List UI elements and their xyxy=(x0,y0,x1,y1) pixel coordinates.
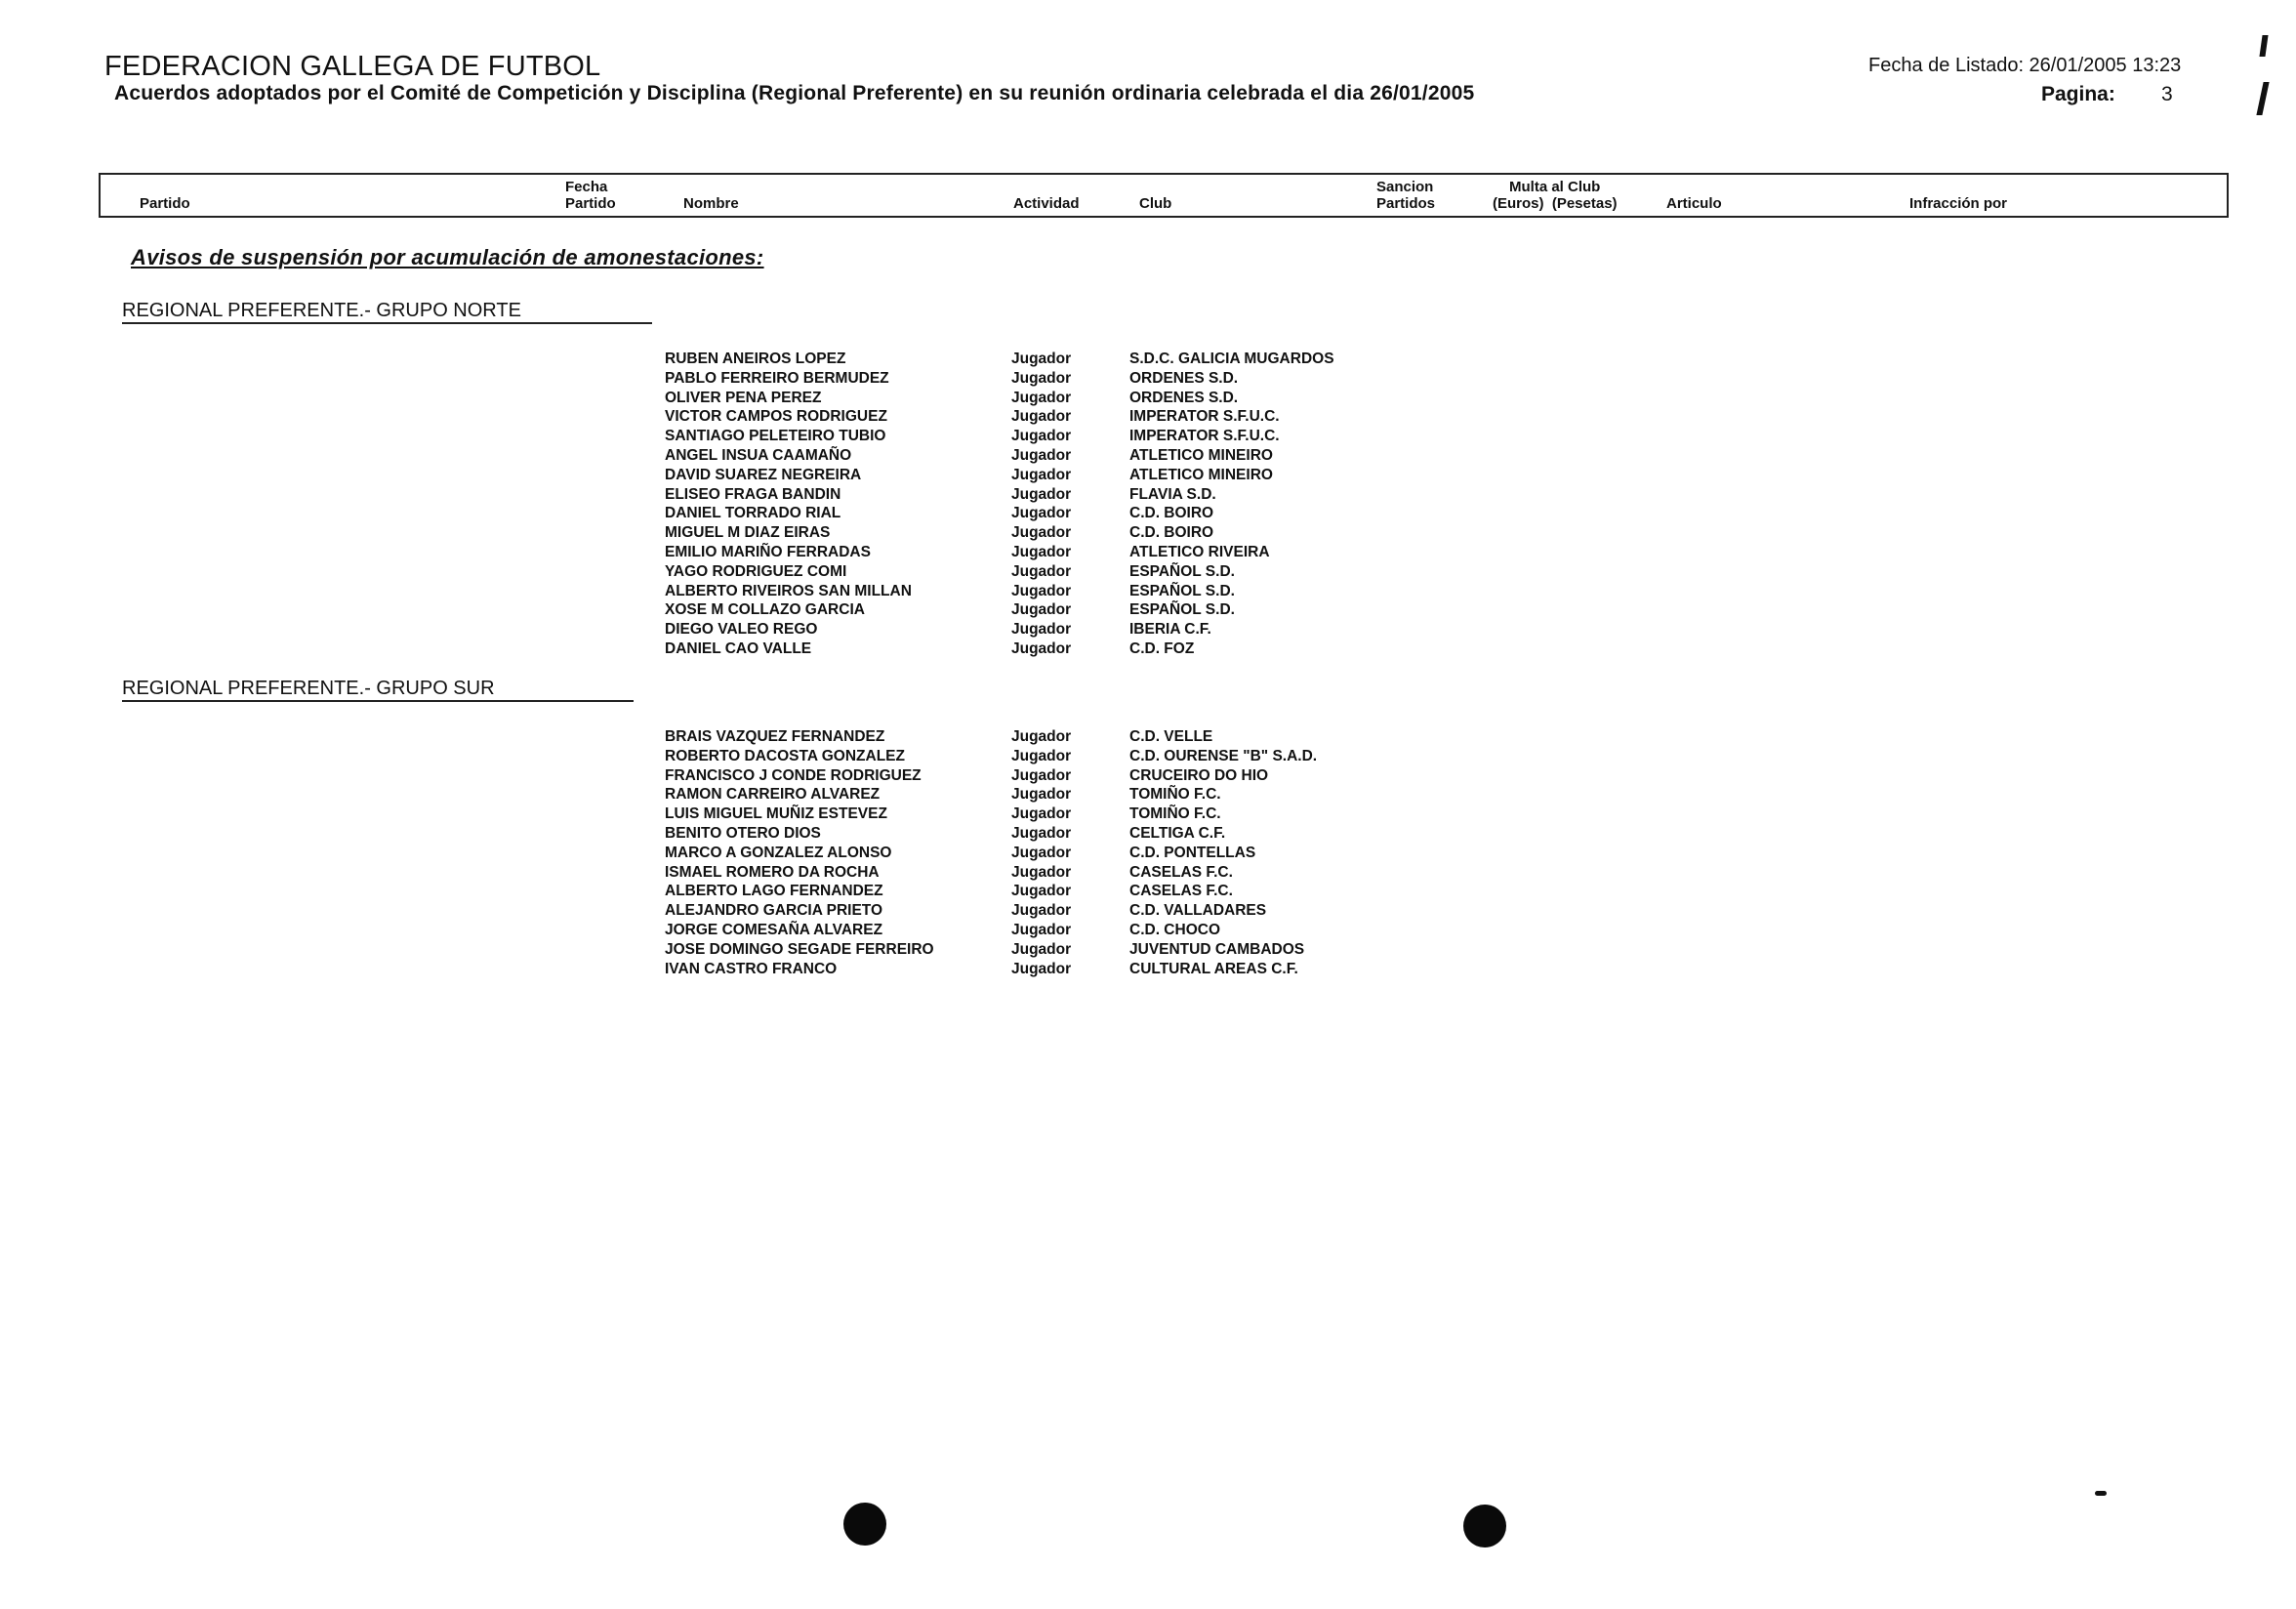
punch-hole-right xyxy=(1463,1505,1506,1547)
player-name: LUIS MIGUEL MUÑIZ ESTEVEZ xyxy=(665,805,887,823)
group-heading-norte xyxy=(122,300,652,324)
player-club: S.D.C. GALICIA MUGARDOS xyxy=(1129,351,1334,367)
player-club: C.D. VALLADARES xyxy=(1129,902,1267,920)
page-label: Pagina: xyxy=(2041,83,2115,105)
player-club: C.D. VELLE xyxy=(1129,728,1213,745)
col-club: Club xyxy=(1139,195,1172,212)
player-activity: Jugador xyxy=(1011,389,1072,406)
player-club: C.D. FOZ xyxy=(1129,639,1195,657)
player-activity: Jugador xyxy=(1011,728,1072,745)
col-nombre: Nombre xyxy=(683,195,739,212)
player-name: ELISEO FRAGA BANDIN xyxy=(665,485,841,503)
player-name: MIGUEL M DIAZ EIRAS xyxy=(665,524,831,542)
col-actividad: Actividad xyxy=(1013,195,1080,212)
group-heading-sur xyxy=(122,678,634,702)
player-activity: Jugador xyxy=(1011,466,1072,483)
player-name: ISMAEL ROMERO DA ROCHA xyxy=(665,863,880,881)
player-club: C.D. PONTELLAS xyxy=(1129,844,1256,861)
player-activity: Jugador xyxy=(1011,747,1072,764)
player-activity: Jugador xyxy=(1011,960,1072,977)
player-activity: Jugador xyxy=(1011,601,1072,619)
player-activity: Jugador xyxy=(1011,562,1072,580)
player-name: VICTOR CAMPOS RODRIGUEZ xyxy=(665,408,887,426)
player-name: MARCO A GONZALEZ ALONSO xyxy=(665,844,892,861)
player-name: RUBEN ANEIROS LOPEZ xyxy=(665,351,846,367)
player-club: CELTIGA C.F. xyxy=(1129,824,1226,842)
section-title: Avisos de suspensión por acumulación de amonestaciones: xyxy=(131,245,764,269)
col-sancion-top: Sancion xyxy=(1376,179,1434,195)
col-infraccion: Infracción por xyxy=(1909,195,2008,212)
player-club: TOMIÑO F.C. xyxy=(1129,786,1221,804)
player-activity: Jugador xyxy=(1011,408,1072,426)
col-multa-top: Multa al Club xyxy=(1509,179,1601,195)
player-club: ORDENES S.D. xyxy=(1129,389,1239,406)
scan-mark-middle xyxy=(2256,82,2269,115)
player-activity: Jugador xyxy=(1011,351,1072,367)
player-activity: Jugador xyxy=(1011,582,1072,599)
player-club: ATLETICO MINEIRO xyxy=(1129,466,1273,483)
listing-date: Fecha de Listado: 26/01/2005 13:23 xyxy=(1868,55,2182,76)
player-activity: Jugador xyxy=(1011,621,1072,639)
player-club: CASELAS F.C. xyxy=(1129,863,1233,881)
player-club: CULTURAL AREAS C.F. xyxy=(1129,960,1298,977)
player-club: ATLETICO MINEIRO xyxy=(1129,446,1273,464)
player-name: PABLO FERREIRO BERMUDEZ xyxy=(665,369,889,387)
col-articulo: Articulo xyxy=(1666,195,1722,212)
player-name: ROBERTO DACOSTA GONZALEZ xyxy=(665,747,905,764)
player-club: C.D. BOIRO xyxy=(1129,524,1214,542)
player-activity: Jugador xyxy=(1011,805,1072,823)
player-club: IMPERATOR S.F.U.C. xyxy=(1129,408,1280,426)
player-name: ALBERTO LAGO FERNANDEZ xyxy=(665,883,883,900)
player-club: ESPAÑOL S.D. xyxy=(1129,601,1235,619)
scan-speck xyxy=(2095,1491,2107,1496)
player-club: ORDENES S.D. xyxy=(1129,369,1239,387)
player-club: ESPAÑOL S.D. xyxy=(1129,562,1235,580)
player-activity: Jugador xyxy=(1011,824,1072,842)
player-name: ALEJANDRO GARCIA PRIETO xyxy=(665,902,883,920)
scan-mark-top xyxy=(2259,35,2268,57)
player-name: BENITO OTERO DIOS xyxy=(665,824,821,842)
player-name: SANTIAGO PELETEIRO TUBIO xyxy=(665,428,886,445)
player-club: IBERIA C.F. xyxy=(1129,621,1211,639)
group-heading-label: REGIONAL PREFERENTE.- GRUPO NORTE xyxy=(122,300,521,321)
player-name: YAGO RODRIGUEZ COMI xyxy=(665,562,847,580)
col-fecha-top: Fecha xyxy=(565,179,608,195)
player-activity: Jugador xyxy=(1011,369,1072,387)
player-activity: Jugador xyxy=(1011,786,1072,804)
player-activity: Jugador xyxy=(1011,883,1072,900)
player-activity: Jugador xyxy=(1011,505,1072,522)
col-fecha-bottom: Partido xyxy=(565,195,616,212)
player-club: C.D. BOIRO xyxy=(1129,505,1214,522)
player-activity: Jugador xyxy=(1011,902,1072,920)
player-activity: Jugador xyxy=(1011,844,1072,861)
player-club: CASELAS F.C. xyxy=(1129,883,1233,900)
group-heading-label: REGIONAL PREFERENTE.- GRUPO SUR xyxy=(122,678,495,699)
player-club: ATLETICO RIVEIRA xyxy=(1129,543,1270,560)
document-subtitle: Acuerdos adoptados por el Comité de Competición y Disciplina (Regional Preferente) en su reunión ordinaria celebrada el dia 26/01/2005 xyxy=(114,82,1475,104)
col-partido: Partido xyxy=(140,195,190,212)
player-name: RAMON CARREIRO ALVAREZ xyxy=(665,786,881,804)
player-club: JUVENTUD CAMBADOS xyxy=(1129,940,1305,958)
player-activity: Jugador xyxy=(1011,639,1072,657)
player-activity: Jugador xyxy=(1011,940,1072,958)
col-multa-bottom: (Euros) (Pesetas) xyxy=(1493,195,1618,212)
player-club: TOMIÑO F.C. xyxy=(1129,805,1221,823)
player-name: ALBERTO RIVEIROS SAN MILLAN xyxy=(665,582,912,599)
player-activity: Jugador xyxy=(1011,863,1072,881)
player-name: EMILIO MARIÑO FERRADAS xyxy=(665,543,871,560)
player-name: ANGEL INSUA CAAMAÑO xyxy=(665,446,852,464)
organization-title: FEDERACION GALLEGA DE FUTBOL xyxy=(104,51,601,82)
player-activity: Jugador xyxy=(1011,524,1072,542)
player-name: FRANCISCO J CONDE RODRIGUEZ xyxy=(665,766,922,784)
player-name: OLIVER PENA PEREZ xyxy=(665,389,822,406)
player-name: DIEGO VALEO REGO xyxy=(665,621,818,639)
player-name: IVAN CASTRO FRANCO xyxy=(665,960,838,977)
page-number: 3 xyxy=(2161,83,2173,105)
player-club: ESPAÑOL S.D. xyxy=(1129,582,1235,599)
player-activity: Jugador xyxy=(1011,446,1072,464)
player-name: JOSE DOMINGO SEGADE FERREIRO xyxy=(665,940,934,958)
player-name: BRAIS VAZQUEZ FERNANDEZ xyxy=(665,728,885,745)
player-activity: Jugador xyxy=(1011,543,1072,560)
punch-hole-left xyxy=(843,1503,886,1546)
player-club: C.D. OURENSE "B" S.A.D. xyxy=(1129,747,1318,764)
player-activity: Jugador xyxy=(1011,485,1072,503)
player-club: C.D. CHOCO xyxy=(1129,921,1220,938)
player-name: DANIEL TORRADO RIAL xyxy=(665,505,841,522)
player-activity: Jugador xyxy=(1011,428,1072,445)
player-club: FLAVIA S.D. xyxy=(1129,485,1216,503)
player-activity: Jugador xyxy=(1011,921,1072,938)
col-sancion-bottom: Partidos xyxy=(1376,195,1436,212)
player-club: IMPERATOR S.F.U.C. xyxy=(1129,428,1280,445)
player-club: CRUCEIRO DO HIO xyxy=(1129,766,1269,784)
player-name: DAVID SUAREZ NEGREIRA xyxy=(665,466,862,483)
column-header-bar xyxy=(99,173,2229,218)
player-name: XOSE M COLLAZO GARCIA xyxy=(665,601,865,619)
player-name: JORGE COMESAÑA ALVAREZ xyxy=(665,921,883,938)
player-name: DANIEL CAO VALLE xyxy=(665,639,812,657)
player-activity: Jugador xyxy=(1011,766,1072,784)
